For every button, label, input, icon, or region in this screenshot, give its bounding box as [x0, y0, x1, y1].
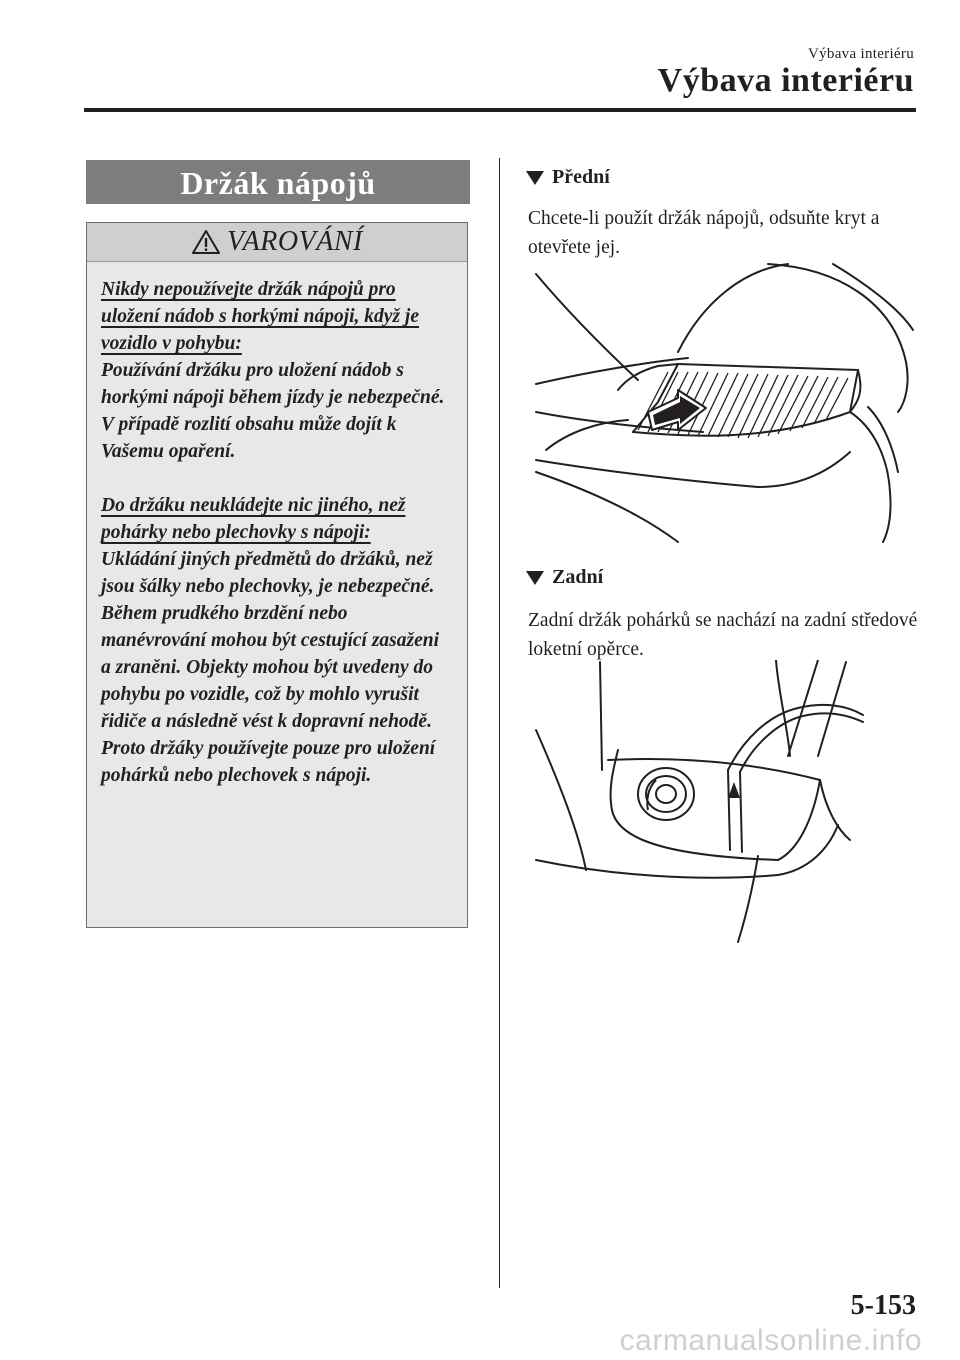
rear-text: Zadní držák pohárků se nachází na zadní středové loketní opěrce. — [528, 610, 918, 660]
warning-box — [86, 222, 468, 928]
warning-lead-2: Do držáku neukládejte nic jiného, než pohárky nebo plechovky s nápoji: — [101, 495, 406, 543]
header-rule — [84, 108, 916, 112]
warning-text-1: Používání držáku pro uložení nádob s horkými nápoji během jízdy je nebezpečné. V případě rozlití obsahu může dojít k Vašemu opaření. — [101, 360, 445, 462]
rear-heading-label: Zadní — [552, 566, 604, 588]
warning-triangle-icon — [191, 229, 221, 255]
watermark: carmanualsonline.info — [619, 1324, 922, 1357]
rear-cup-holder-illustration — [528, 660, 888, 944]
column-divider — [499, 158, 500, 1288]
warning-body — [87, 262, 467, 789]
triangle-bullet-icon — [526, 571, 544, 585]
front-heading — [526, 166, 610, 189]
header-small-title: Výbava interiéru — [807, 46, 914, 62]
warning-header — [87, 223, 467, 262]
warning-lead-1: Nikdy nepoužívejte držák nápojů pro uložení nádob s horkými nápoji, když je vozidlo v pohybu: — [101, 279, 419, 354]
warning-title: VAROVÁNÍ — [227, 226, 363, 257]
page-number: 5-153 — [850, 1290, 916, 1321]
section-title: Držák nápojů — [86, 160, 470, 204]
front-cup-holder-illustration — [528, 262, 918, 546]
rear-heading — [526, 566, 603, 589]
header-title: Výbava interiéru — [657, 62, 914, 99]
warning-text-2: Ukládání jiných předmětů do držáků, než jsou šálky nebo plechovky, je nebezpečné. Během prudkého brzdění nebo manévrování mohou být cestující zasaženi a zraněni. Objekty mohou být uvedeny do pohybu po vozidle, což by mohlo vyrušit řidiče a následně vést k dopravní nehodě. Proto držáky používejte pouze pro uložení pohárků nebo plechovek s nápoji. — [101, 549, 440, 786]
front-text: Chcete-li použít držák nápojů, odsuňte kryt a otevřete jej. — [528, 208, 880, 258]
front-heading-label: Přední — [552, 166, 610, 188]
triangle-bullet-icon — [526, 171, 544, 185]
